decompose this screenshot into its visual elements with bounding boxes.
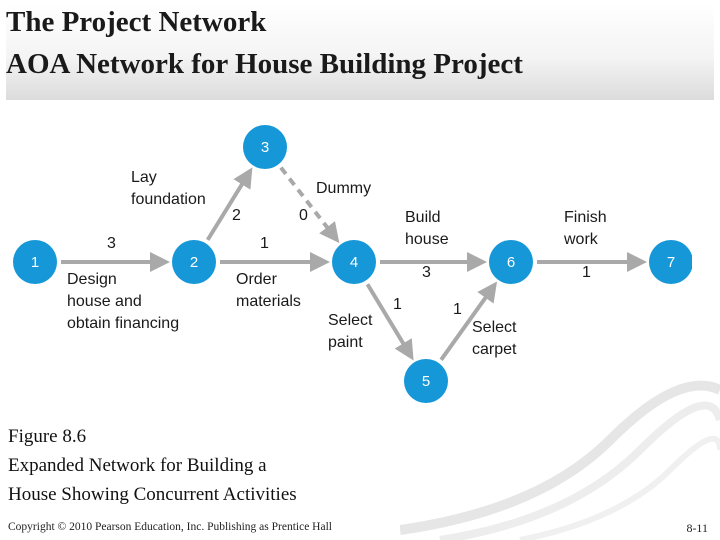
page-number: 8-11 [686,521,708,535]
activity-label-3-4: Dummy [316,180,372,197]
figure-caption-line3: House Showing Concurrent Activities [8,484,297,505]
activity-label-4-6: Build house [405,209,449,248]
activity-label-1-2: Design house and obtain financing [67,271,180,332]
activity-duration-2-4: 1 [260,235,269,252]
activity-arrow-4-5 [367,284,411,357]
node-label-4: 4 [349,254,359,271]
activity-label-5-6: Select carpet [472,319,517,358]
activity-label-2-4: Order materials [236,271,301,310]
copyright-text: Copyright © 2010 Pearson Education, Inc. Publishing as Prentice Hall [8,521,332,533]
activity-label-2-3: Lay foundation [131,169,206,208]
node-label-1: 1 [30,254,40,271]
activity-duration-4-5: 1 [393,296,402,313]
activity-duration-2-3: 2 [232,207,241,224]
network-diagram [12,122,692,414]
activity-duration-6-7: 1 [582,264,591,281]
activity-duration-4-6: 3 [422,264,431,281]
node-label-2: 2 [189,254,199,271]
activity-arrow-2-3 [208,171,251,240]
network-svg [12,122,692,414]
node-label-7: 7 [666,254,676,271]
activity-label-6-7: Finish work [564,209,607,248]
decorative-swoosh [400,380,720,540]
activity-label-4-5: Select paint [328,312,373,351]
slide-subtitle: AOA Network for House Building Project [6,48,523,80]
activity-duration-1-2: 3 [107,235,116,252]
activity-arrow-3-4 [281,168,337,240]
activity-duration-3-4: 0 [299,207,308,224]
node-label-5: 5 [421,373,431,390]
node-label-6: 6 [506,254,516,271]
activity-duration-5-6: 1 [453,301,462,318]
slide-title: The Project Network [6,6,267,38]
figure-caption-number: Figure 8.6 [8,426,87,447]
node-label-3: 3 [260,139,270,156]
figure-caption-line2: Expanded Network for Building a [8,455,267,476]
title-block [6,4,714,100]
